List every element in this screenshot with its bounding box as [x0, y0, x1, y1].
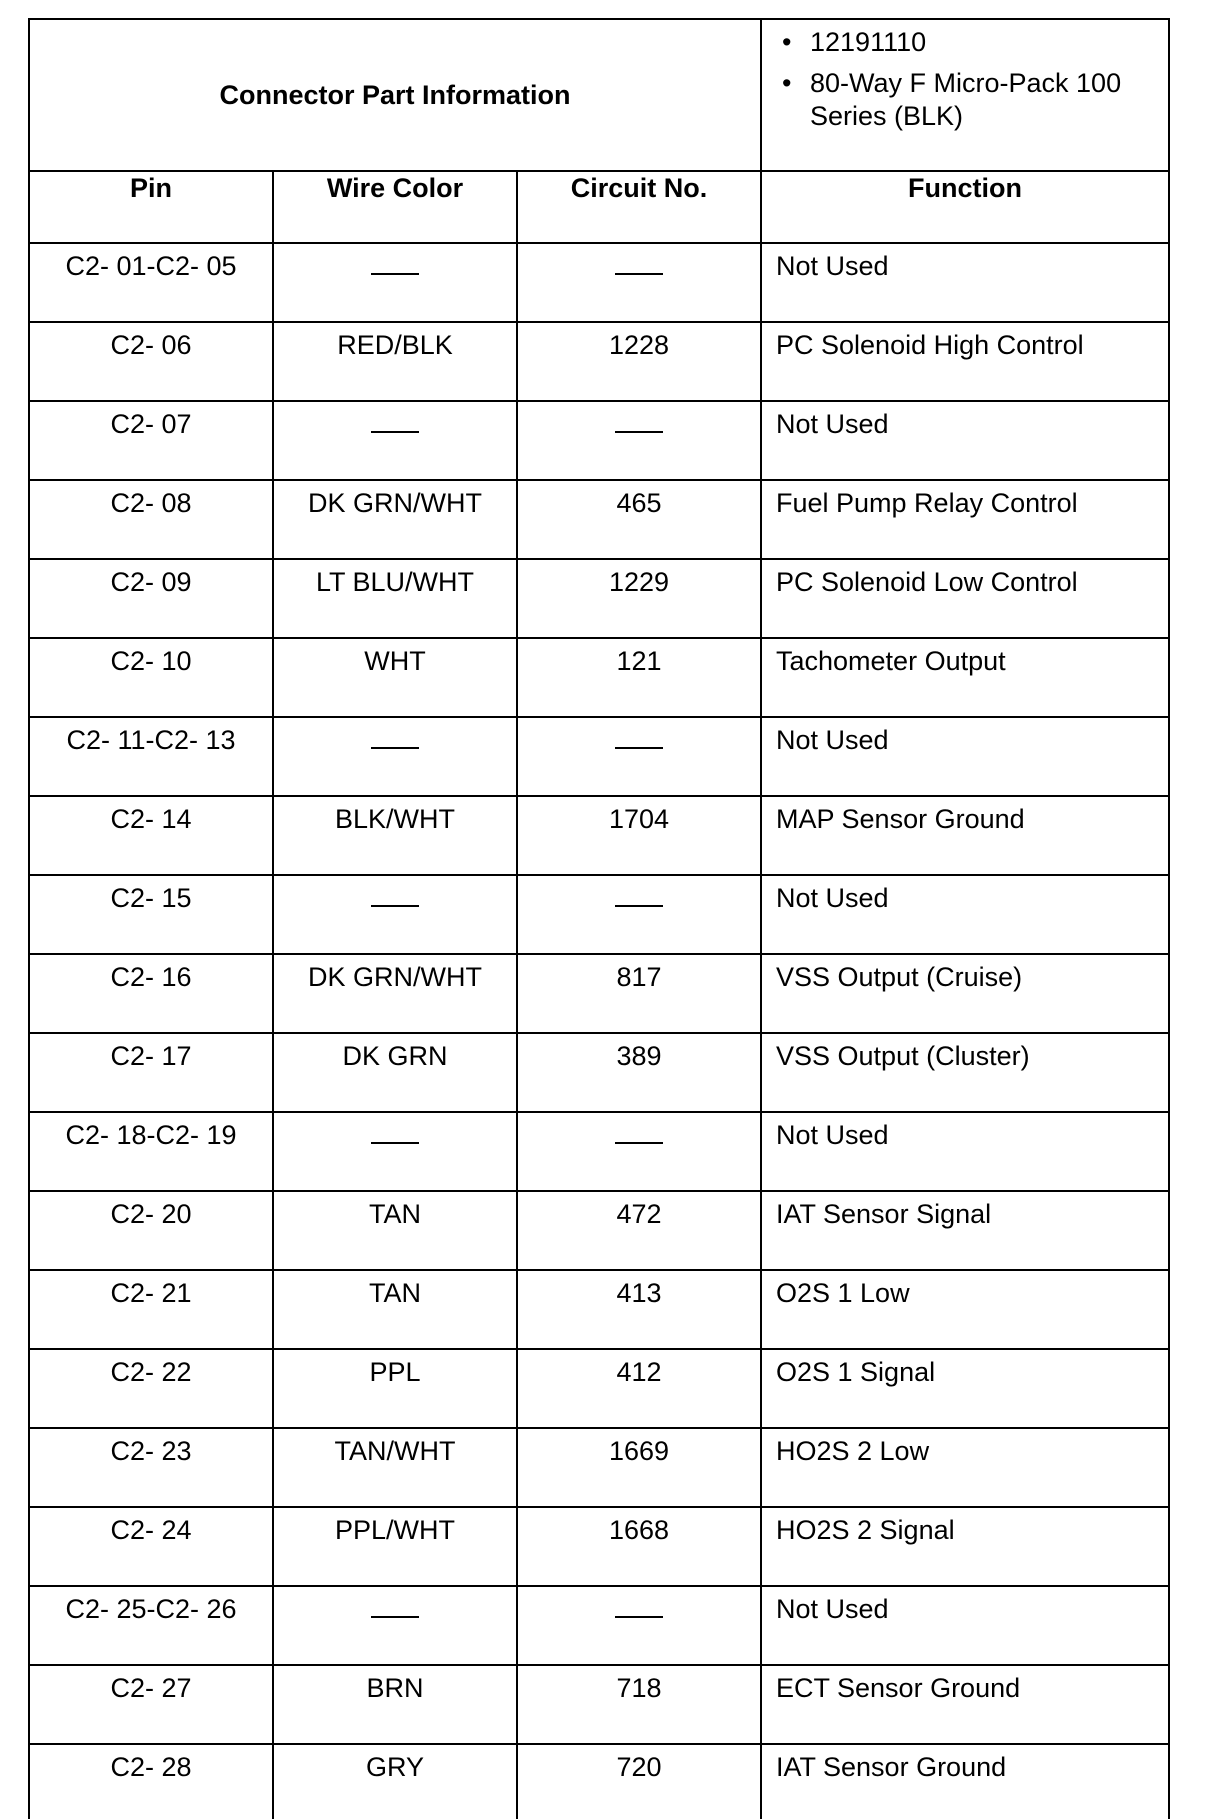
- circuit-no-cell: 1669: [517, 1428, 761, 1507]
- empty-dash: [615, 409, 663, 433]
- table-row: [29, 559, 1169, 638]
- wire-color-cell: [273, 1112, 517, 1191]
- wire-color-cell: DK GRN/WHT: [273, 480, 517, 559]
- pin-cell: C2- 16: [29, 954, 273, 1033]
- table-row: [29, 1191, 1169, 1270]
- circuit-no-cell: [517, 1586, 761, 1665]
- pin-cell: C2- 07: [29, 401, 273, 480]
- connector-document: [28, 18, 1168, 1819]
- pin-cell: C2- 11-C2- 13: [29, 717, 273, 796]
- empty-dash: [371, 725, 419, 749]
- wire-color-cell: LT BLU/WHT: [273, 559, 517, 638]
- pin-cell: C2- 21: [29, 1270, 273, 1349]
- wire-color-cell: PPL/WHT: [273, 1507, 517, 1586]
- pin-cell: C2- 22: [29, 1349, 273, 1428]
- function-cell: Fuel Pump Relay Control: [761, 480, 1169, 559]
- circuit-no-cell: [517, 1112, 761, 1191]
- connector-info-list: [776, 26, 1158, 132]
- column-header-pin: Pin: [29, 171, 273, 243]
- empty-dash: [371, 1120, 419, 1144]
- circuit-no-cell: 413: [517, 1270, 761, 1349]
- function-cell: PC Solenoid Low Control: [761, 559, 1169, 638]
- table-row: [29, 1270, 1169, 1349]
- pin-cell: C2- 18-C2- 19: [29, 1112, 273, 1191]
- function-cell: HO2S 2 Low: [761, 1428, 1169, 1507]
- table-row: [29, 796, 1169, 875]
- function-cell: O2S 1 Signal: [761, 1349, 1169, 1428]
- function-cell: Not Used: [761, 243, 1169, 322]
- empty-dash: [371, 409, 419, 433]
- pin-cell: C2- 23: [29, 1428, 273, 1507]
- empty-dash: [615, 251, 663, 275]
- wire-color-cell: [273, 717, 517, 796]
- pin-cell: C2- 24: [29, 1507, 273, 1586]
- pin-cell: C2- 14: [29, 796, 273, 875]
- bullet-icon: •: [782, 27, 792, 57]
- circuit-no-cell: 1704: [517, 796, 761, 875]
- pin-cell: C2- 17: [29, 1033, 273, 1112]
- empty-dash: [615, 883, 663, 907]
- pin-cell: C2- 08: [29, 480, 273, 559]
- empty-dash: [615, 1120, 663, 1144]
- table-row: [29, 1033, 1169, 1112]
- pin-cell: C2- 06: [29, 322, 273, 401]
- wire-color-cell: WHT: [273, 638, 517, 717]
- connector-table: [28, 18, 1170, 1819]
- circuit-no-cell: 412: [517, 1349, 761, 1428]
- empty-dash: [371, 251, 419, 275]
- function-cell: IAT Sensor Signal: [761, 1191, 1169, 1270]
- table-row: [29, 1665, 1169, 1744]
- wire-color-cell: TAN: [273, 1191, 517, 1270]
- connector-info-list-cell: [761, 19, 1169, 171]
- wire-color-cell: [273, 243, 517, 322]
- pin-cell: C2- 01-C2- 05: [29, 243, 273, 322]
- table-row: [29, 717, 1169, 796]
- table-row: [29, 954, 1169, 1033]
- circuit-no-cell: [517, 401, 761, 480]
- function-cell: ECT Sensor Ground: [761, 1665, 1169, 1744]
- wire-color-cell: [273, 401, 517, 480]
- function-cell: Tachometer Output: [761, 638, 1169, 717]
- table-row: [29, 875, 1169, 954]
- wire-color-cell: TAN: [273, 1270, 517, 1349]
- table-row: [29, 480, 1169, 559]
- column-header-circuit-no: Circuit No.: [517, 171, 761, 243]
- circuit-no-cell: [517, 243, 761, 322]
- table-row: [29, 1112, 1169, 1191]
- empty-dash: [371, 1594, 419, 1618]
- connector-info-title: Connector Part Information: [29, 19, 761, 171]
- function-cell: VSS Output (Cruise): [761, 954, 1169, 1033]
- bullet-icon: •: [782, 68, 792, 99]
- function-cell: O2S 1 Low: [761, 1270, 1169, 1349]
- table-row: [29, 1349, 1169, 1428]
- circuit-no-cell: 121: [517, 638, 761, 717]
- table-row: [29, 638, 1169, 717]
- pin-cell: C2- 25-C2- 26: [29, 1586, 273, 1665]
- wire-color-cell: [273, 1586, 517, 1665]
- wire-color-cell: GRY: [273, 1744, 517, 1819]
- circuit-no-cell: 1668: [517, 1507, 761, 1586]
- table-row: [29, 1507, 1169, 1586]
- pin-cell: C2- 15: [29, 875, 273, 954]
- circuit-no-cell: 720: [517, 1744, 761, 1819]
- connector-info-row: [29, 19, 1169, 171]
- wire-color-cell: PPL: [273, 1349, 517, 1428]
- table-row: [29, 243, 1169, 322]
- empty-dash: [615, 1594, 663, 1618]
- connector-part-number: 12191110: [810, 27, 927, 57]
- function-cell: Not Used: [761, 875, 1169, 954]
- circuit-no-cell: 472: [517, 1191, 761, 1270]
- wire-color-cell: DK GRN: [273, 1033, 517, 1112]
- function-cell: MAP Sensor Ground: [761, 796, 1169, 875]
- connector-info-item: [776, 26, 1158, 58]
- wire-color-cell: BRN: [273, 1665, 517, 1744]
- function-cell: Not Used: [761, 717, 1169, 796]
- pin-cell: C2- 28: [29, 1744, 273, 1819]
- function-cell: HO2S 2 Signal: [761, 1507, 1169, 1586]
- wire-color-cell: BLK/WHT: [273, 796, 517, 875]
- column-header-wire-color: Wire Color: [273, 171, 517, 243]
- wire-color-cell: [273, 875, 517, 954]
- circuit-no-cell: 465: [517, 480, 761, 559]
- table-row: [29, 1744, 1169, 1819]
- table-header-row: [29, 171, 1169, 243]
- circuit-no-cell: 817: [517, 954, 761, 1033]
- function-cell: IAT Sensor Ground: [761, 1744, 1169, 1819]
- wire-color-cell: DK GRN/WHT: [273, 954, 517, 1033]
- pin-cell: C2- 20: [29, 1191, 273, 1270]
- table-row: [29, 1428, 1169, 1507]
- function-cell: Not Used: [761, 1112, 1169, 1191]
- pin-cell: C2- 27: [29, 1665, 273, 1744]
- column-header-function: Function: [761, 171, 1169, 243]
- connector-description: 80-Way F Micro-Pack 100 Series (BLK): [810, 68, 1122, 131]
- function-cell: Not Used: [761, 401, 1169, 480]
- function-cell: VSS Output (Cluster): [761, 1033, 1169, 1112]
- circuit-no-cell: [517, 875, 761, 954]
- circuit-no-cell: 1229: [517, 559, 761, 638]
- table-row: [29, 1586, 1169, 1665]
- table-row: [29, 322, 1169, 401]
- wire-color-cell: RED/BLK: [273, 322, 517, 401]
- table-row: [29, 401, 1169, 480]
- empty-dash: [371, 883, 419, 907]
- circuit-no-cell: 1228: [517, 322, 761, 401]
- empty-dash: [615, 725, 663, 749]
- function-cell: PC Solenoid High Control: [761, 322, 1169, 401]
- wire-color-cell: TAN/WHT: [273, 1428, 517, 1507]
- circuit-no-cell: 389: [517, 1033, 761, 1112]
- function-cell: Not Used: [761, 1586, 1169, 1665]
- connector-info-item: [776, 67, 1158, 132]
- circuit-no-cell: [517, 717, 761, 796]
- pin-cell: C2- 09: [29, 559, 273, 638]
- pin-cell: C2- 10: [29, 638, 273, 717]
- circuit-no-cell: 718: [517, 1665, 761, 1744]
